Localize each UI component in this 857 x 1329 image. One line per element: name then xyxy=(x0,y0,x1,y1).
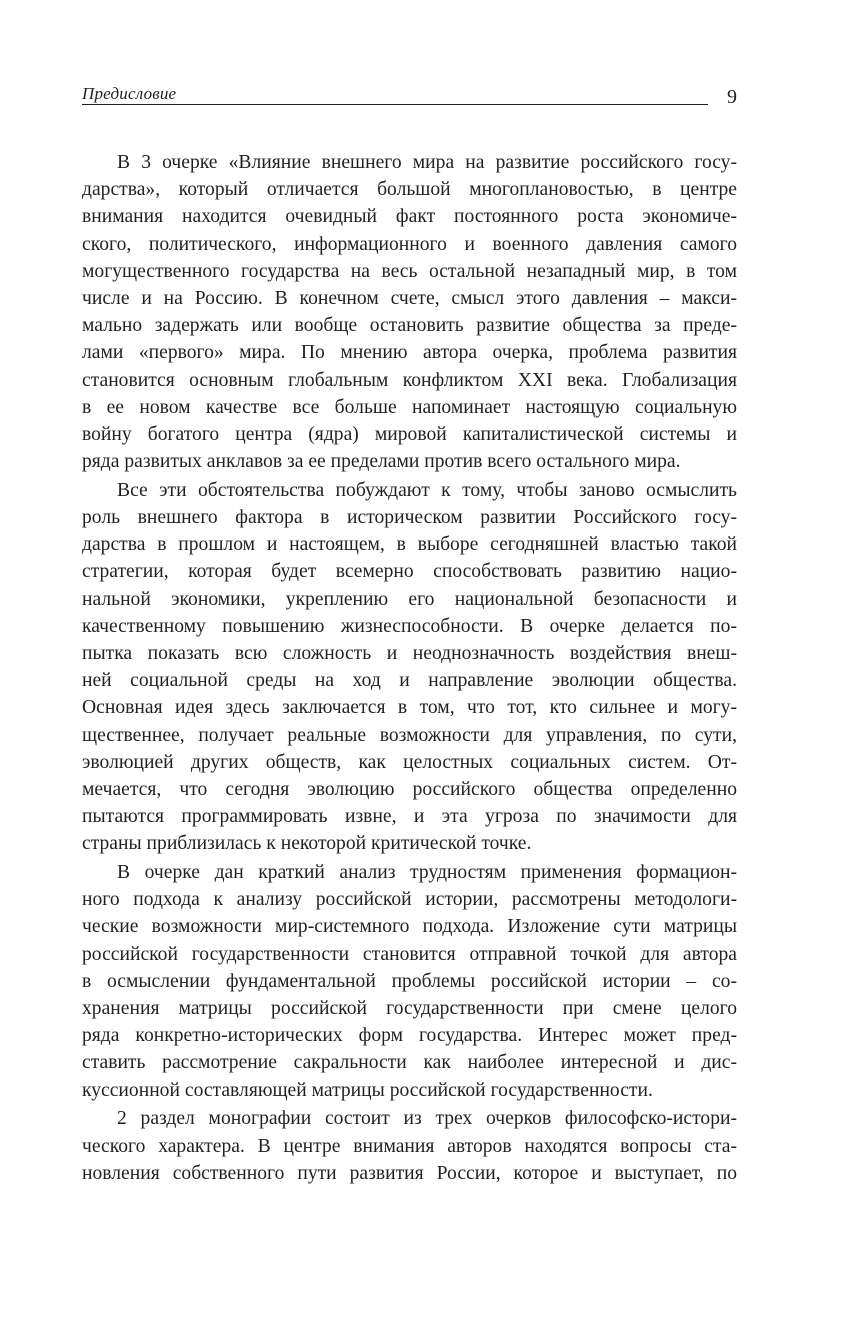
text-line: ставить рассмотрение сакральности как наиболее интересной и дис- xyxy=(82,1052,737,1074)
text-line: становится основным глобальным конфликтом XXI века. Глобализация xyxy=(82,369,737,391)
text-line: страны приблизилась к некоторой критической точке. xyxy=(82,833,532,855)
paragraph-4 xyxy=(82,1105,737,1187)
paragraph-3 xyxy=(82,859,737,1104)
text-line: хранения матрицы российской государственности при смене целого xyxy=(82,998,737,1019)
text-line: могущественного государства на весь остальной незападный мир, в том xyxy=(82,260,737,282)
text-line: нальной экономики, укреплению его национальной безопасности и xyxy=(82,588,737,610)
text-line: ческие возможности мир-системного подхода. Изложение сути матрицы xyxy=(82,916,737,938)
text-line: куссионной составляющей матрицы российской государственности. xyxy=(82,1079,653,1101)
text-line: щественнее, получает реальные возможности для управления, по сути, xyxy=(82,724,737,746)
paragraph-2 xyxy=(82,477,737,858)
text-line: ного подхода к анализу российской истории, рассмотрены методологи- xyxy=(82,889,737,911)
text-line: Основная идея здесь заключается в том, что тот, кто сильнее и могу- xyxy=(82,697,737,719)
text-line: 2 раздел монографии состоит из трех очерков философско-истори- xyxy=(117,1108,737,1130)
text-line: мечается, что сегодня эволюцию российского общества определенно xyxy=(82,778,737,800)
text-line: в ее новом качестве все больше напоминает настоящую социальную xyxy=(82,396,737,418)
text-line: В 3 очерке «Влияние внешнего мира на развитие российского госу- xyxy=(117,152,737,173)
text-line: качественному повышению жизнеспособности. В очерке делается по- xyxy=(82,615,737,637)
page-number: 9 xyxy=(727,86,737,108)
text-line: ряда развитых анклавов за ее пределами против всего остального мира. xyxy=(82,451,681,473)
text-line: дарства», который отличается большой многоплановостью, в центре xyxy=(82,179,737,201)
text-line: лами «первого» мира. По мнению автора очерка, проблема развития xyxy=(82,342,737,364)
text-line: В очерке дан краткий анализ трудностям применения формацион- xyxy=(117,862,737,884)
text-line: пытаются программировать извне, и эта угроза по значимости для xyxy=(82,806,737,828)
section-title: Предисловие xyxy=(82,84,177,103)
text-line: стратегии, которая будет всемерно способствовать развитию нацио- xyxy=(82,561,737,583)
body-text xyxy=(82,149,737,1189)
paragraph-1 xyxy=(82,149,737,475)
running-header xyxy=(82,82,737,110)
text-line: новления собственного пути развития России, которое и выступает, по xyxy=(82,1162,737,1184)
text-line: ряда конкретно-исторических форм государства. Интерес может пред- xyxy=(82,1025,737,1047)
text-line: ского, политического, информационного и военного давления самого xyxy=(82,233,737,255)
text-line: российской государственности становится отправной точкой для автора xyxy=(82,943,737,965)
text-line: пытка показать всю сложность и неоднозначность воздействия внеш- xyxy=(82,642,737,664)
text-line: мально задержать или вообще остановить развитие общества за преде- xyxy=(82,315,737,337)
text-line: в осмыслении фундаментальной проблемы российской истории – со- xyxy=(82,970,737,992)
text-line: роль внешнего фактора в историческом развитии Российского госу- xyxy=(82,507,737,529)
text-line: ческого характера. В центре внимания авторов находятся вопросы ста- xyxy=(82,1135,737,1157)
header-rule xyxy=(82,104,708,105)
text-line: числе и на Россию. В конечном счете, смысл этого давления – макси- xyxy=(82,287,737,309)
text-line: войну богатого центра (ядра) мировой капиталистической системы и xyxy=(82,423,737,445)
text-line: дарства в прошлом и настоящем, в выборе сегодняшней властью такой xyxy=(82,534,737,556)
text-line: внимания находится очевидный факт постоянного роста экономиче- xyxy=(82,206,737,228)
text-line: Все эти обстоятельства побуждают к тому, чтобы заново осмыслить xyxy=(117,479,737,501)
text-line: эволюцией других обществ, как целостных социальных систем. От- xyxy=(82,751,737,773)
text-line: ней социальной среды на ход и направление эволюции общества. xyxy=(82,670,737,692)
